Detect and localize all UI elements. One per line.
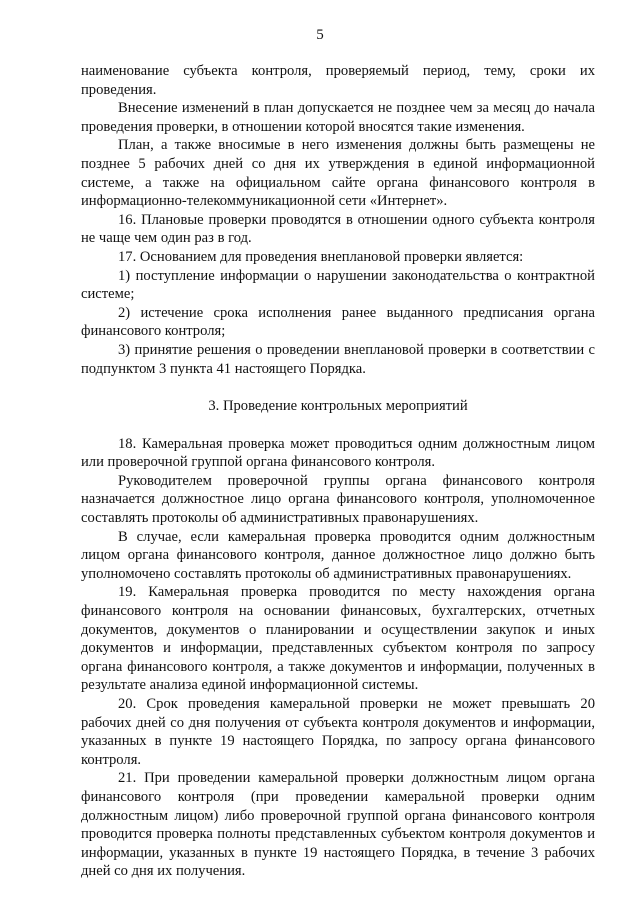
paragraph-20: 20. Срок проведения камеральной проверки не может превышать 20 рабочих дней со дня получения от субъекта контроля документов и информации, указанных в пункте 19 настоящего Порядка, по запросу органа финансового контроля. xyxy=(81,696,595,768)
paragraph-21: 21. При проведении камеральной проверки должностным лицом органа финансового контроля (при проведении камеральной проверки одним должностным лицом) либо проверочной группой органа финансового контроля проводится проверка полноты представленных субъектом контроля документов и информации, указанных в пункте 19 настоящего Порядка, в течение 3 рабочих дней со дня их получения. xyxy=(81,770,595,880)
paragraph-plan-changes: Внесение изменений в план допускается не позднее чем за месяц до начала проведения проверки, в отношении которой вносятся такие изменения. xyxy=(81,100,595,135)
paragraph-19: 19. Камеральная проверка проводится по месту нахождения органа финансового контроля на основании финансовых, бухгалтерских, отчетных документов, документов о планировании и осуществлении закупок и иных документов и информации, представленных субъектом контроля по запросу органа финансового контроля, а также документов и информации, полученных в результате анализа единой информационной системы. xyxy=(81,584,595,694)
paragraph-17-item-3: 3) принятие решения о проведении внеплановой проверки в соответствии с подпунктом 3 пункта 41 настоящего Порядка. xyxy=(81,341,595,377)
paragraph-16: 16. Плановые проверки проводятся в отношении одного субъекта контроля не чаще чем один раз в год. xyxy=(81,211,595,247)
paragraph-17: 17. Основанием для проведения внеплановой проверки является: xyxy=(118,248,524,265)
document-body xyxy=(81,62,595,881)
paragraph-plan-publication: План, а также вносимые в него изменения должны быть размещены не позднее 5 рабочих дней со дня их утверждения в единой информационной системе, а также на официальном сайте органа финансового контроля в информационно-телекоммуникационной сети «Интернет». xyxy=(81,137,595,210)
paragraph-17-item-2: 2) истечение срока исполнения ранее выданного предписания органа финансового контроля; xyxy=(81,304,595,340)
page-number: 5 xyxy=(316,27,324,43)
spacer xyxy=(81,416,595,435)
spacer xyxy=(81,378,595,397)
section-heading: 3. Проведение контрольных мероприятий xyxy=(208,398,468,415)
paragraph-group-leader: Руководителем проверочной группы органа финансового контроля назначается должностное лицо органа финансового контроля, уполномоченное составлять протоколы об административных правонарушениях. xyxy=(81,472,595,527)
paragraph-17-item-1: 1) поступление информации о нарушении законодательства о контрактной системе; xyxy=(81,267,595,303)
paragraph-18: 18. Камеральная проверка может проводиться одним должностным лицом или проверочной группой органа финансового контроля. xyxy=(81,435,595,471)
paragraph-single-official: В случае, если камеральная проверка проводится одним должностным лицом органа финансового контроля, данное должностное лицо должно быть уполномочено составлять протоколы об административных правонарушениях. xyxy=(81,528,595,582)
paragraph-continuation: наименование субъекта контроля, проверяемый период, тему, сроки их проведения. xyxy=(81,63,595,98)
